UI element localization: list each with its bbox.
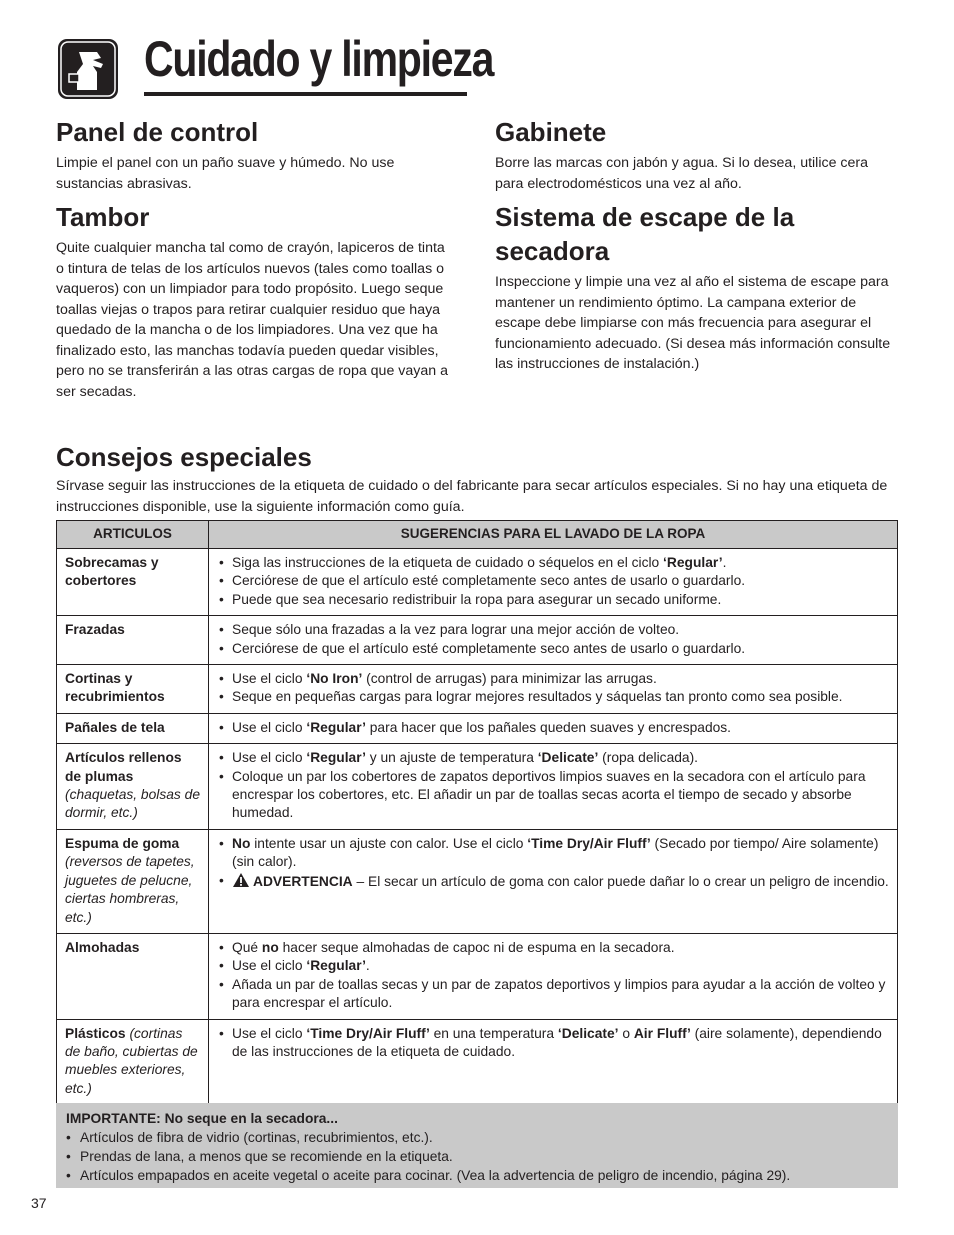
text-segment: Añada un par de toallas secas y un par de zapatos deportivos y limpios para ayudar a la acción de volteo y para encrespar el artículo. bbox=[232, 976, 886, 1011]
list-item bbox=[217, 768, 889, 823]
article-note: (reversos de tapetes, juguetes de pelucne, ciertas hombreras, etc.) bbox=[65, 854, 195, 925]
article-name: Cortinas y recubrimientos bbox=[65, 671, 165, 705]
article-cell bbox=[57, 713, 209, 743]
section-tambor bbox=[56, 200, 456, 402]
text-segment: . bbox=[722, 555, 727, 570]
section-gabinete bbox=[495, 115, 895, 194]
text-segment: (aire solamente), dependiendo de las instrucciones de la etiqueta de cuidado. bbox=[232, 1025, 882, 1059]
list-item bbox=[217, 749, 889, 767]
bold-term: ‘Time Dry/Air Fluff’ bbox=[306, 1025, 430, 1041]
article-cell bbox=[57, 665, 209, 714]
section-heading: Gabinete bbox=[495, 117, 607, 147]
text-segment: (control de arrugas) para minimizar las arrugas. bbox=[362, 671, 657, 687]
list-item bbox=[217, 939, 889, 957]
text-segment: (ropa delicada). bbox=[598, 750, 699, 766]
table-row bbox=[57, 713, 898, 743]
article-name: Frazadas bbox=[65, 622, 125, 638]
list-item: • Artículos de fibra de vidrio (cortinas, recubrimientos, etc.). bbox=[66, 1128, 888, 1147]
list-item: • Artículos empapados en aceite vegetal o aceite para cocinar. (Vea la advertencia de peligro de incendio, página 29). bbox=[66, 1166, 888, 1185]
section-panel-de-control bbox=[56, 115, 456, 194]
spray-bottle-icon bbox=[57, 38, 119, 100]
section-text: Borre las marcas con jabón y agua. Si lo desea, utilice cera para electrodomésticos una vez al año. bbox=[495, 155, 869, 192]
list-item bbox=[217, 591, 889, 609]
text-segment: Use el ciclo bbox=[232, 719, 307, 735]
column-header-articulos: ARTICULOS bbox=[57, 521, 209, 549]
bold-term: no bbox=[261, 939, 279, 955]
text-segment: Use el ciclo bbox=[232, 671, 307, 687]
bold-term: ‘Time Dry/Air Fluff’ bbox=[527, 835, 651, 851]
text-segment: Use el ciclo bbox=[232, 1025, 307, 1041]
text-segment: (Secado por tiempo/ Aire solamente) (sin calor). bbox=[232, 835, 879, 870]
suggestion-list bbox=[217, 554, 889, 609]
text-segment: y un ajuste de temperatura bbox=[365, 750, 538, 766]
important-title: IMPORTANTE: No seque en la secadora... bbox=[66, 1111, 338, 1126]
bold-term: ‘No Iron’ bbox=[306, 671, 363, 687]
title-underline bbox=[144, 92, 467, 96]
article-cell bbox=[57, 1019, 209, 1107]
article-cell bbox=[57, 829, 209, 933]
table-header-row bbox=[57, 521, 898, 549]
text-segment: Qué bbox=[232, 939, 262, 955]
article-cell bbox=[57, 933, 209, 1019]
article-cell bbox=[57, 549, 209, 616]
article-note: (chaquetas, bolsas de dormir, etc.) bbox=[65, 787, 200, 821]
article-cell bbox=[57, 616, 209, 665]
text-segment: hacer seque almohadas de capoc ni de espuma en la secadora. bbox=[278, 939, 675, 955]
suggestion-list bbox=[217, 719, 889, 737]
bold-term: Air Fluff’ bbox=[633, 1025, 691, 1041]
section-heading: Panel de control bbox=[56, 117, 259, 147]
section-sistema-de-escape bbox=[495, 200, 895, 375]
section-heading: Consejos especiales bbox=[56, 442, 312, 472]
table-row bbox=[57, 829, 898, 933]
text-segment: intente usar un ajuste con calor. Use el ciclo bbox=[250, 835, 528, 851]
table-row bbox=[57, 616, 898, 665]
article-note: (cortinas de baño, cubiertas de muebles exteriores, etc.) bbox=[65, 1025, 198, 1096]
article-name: Plásticos bbox=[65, 1025, 126, 1041]
suggestion-list bbox=[217, 621, 889, 658]
section-text: Sírvase seguir las instrucciones de la etiqueta de cuidado o del fabricante para secar artículos especiales. Si no hay una etiqueta de instrucciones disponible, use la siguiente información como guía. bbox=[56, 478, 888, 515]
article-name: Sobrecamas y cobertores bbox=[65, 555, 159, 589]
list-item bbox=[217, 688, 889, 706]
table-row bbox=[57, 1019, 898, 1107]
list-item bbox=[217, 872, 889, 893]
suggestions-cell bbox=[209, 1019, 898, 1107]
page-number: 37 bbox=[31, 1195, 47, 1211]
text-segment: Coloque un par los cobertores de zapatos deportivos limpios suaves en la secadora con el artículo para encrespar los cobertores, etc. El añadir un par de toallas secas acorta el tiempo de secado y absorbe humedad. bbox=[232, 768, 866, 821]
article-name: Almohadas bbox=[65, 939, 140, 955]
text-segment: para hacer que los pañales queden suaves y encrespados. bbox=[365, 719, 732, 735]
section-consejos-especiales bbox=[56, 440, 898, 517]
list-item bbox=[217, 835, 889, 872]
bold-term: ‘Regular’ bbox=[306, 750, 366, 766]
bold-term: ‘Delicate’ bbox=[557, 1025, 619, 1041]
list-item: • Prendas de lana, a menos que se recomiende en la etiqueta. bbox=[66, 1147, 888, 1166]
section-text: Inspeccione y limpie una vez al año el sistema de escape para mantener un rendimiento óptimo. La campana exterior de escape debe limpiarse con más frecuencia para asegurar el funcionamiento adecuado. (Si desea más información consulte las instrucciones de instalación.) bbox=[495, 274, 891, 372]
article-cell bbox=[57, 744, 209, 830]
list-item bbox=[217, 957, 889, 975]
suggestion-list bbox=[217, 670, 889, 707]
text-segment: . bbox=[365, 958, 370, 974]
suggestion-list bbox=[217, 749, 889, 823]
warning-triangle-icon bbox=[232, 872, 250, 893]
list-item bbox=[217, 640, 889, 658]
suggestions-cell bbox=[209, 933, 898, 1019]
suggestions-cell bbox=[209, 713, 898, 743]
section-heading: Tambor bbox=[56, 202, 150, 232]
table-row bbox=[57, 549, 898, 616]
text-segment: – El secar un artículo de goma con calor puede dañar lo o crear un peligro de incendio. bbox=[352, 873, 889, 889]
bold-term: No bbox=[232, 835, 251, 851]
suggestions-cell bbox=[209, 829, 898, 933]
bold-term: ‘Regular’ bbox=[306, 719, 366, 735]
text-segment: Puede que sea necesario redistribuir la ropa para asegurar un secado uniforme. bbox=[232, 591, 722, 607]
bold-term: ADVERTENCIA bbox=[253, 873, 353, 889]
important-notice bbox=[56, 1103, 898, 1188]
section-text: Quite cualquier mancha tal como de crayón, lapiceros de tinta o tintura de telas de los artículos nuevos (tales como toallas o vaqueros) con un limpiador para todo propósito. Luego seque toallas viejas o trapos para retirar cualquier residuo que haya quedado de la mancha o de los limpiadores. Una vez que ha finalizado esto, las manchas todavía pueden quedar visibles, pero no se transferirán a las otras cargas de ropa que vayan a ser secadas. bbox=[56, 240, 448, 400]
article-name: Pañales de tela bbox=[65, 719, 165, 735]
article-name: Espuma de goma bbox=[65, 835, 180, 851]
text-segment: en una temperatura bbox=[429, 1025, 558, 1041]
suggestions-cell bbox=[209, 665, 898, 714]
suggestions-cell bbox=[209, 744, 898, 830]
bold-term: ‘Regular’ bbox=[663, 555, 723, 570]
text-segment: Use el ciclo bbox=[232, 750, 307, 766]
column-header-sugerencias: SUGERENCIAS PARA EL LAVADO DE LA ROPA bbox=[209, 521, 898, 549]
section-heading: Sistema de escape de la secadora bbox=[495, 202, 795, 266]
text-segment: Siga las instrucciones de la etiqueta de cuidado o séquelos en el ciclo bbox=[232, 555, 664, 570]
list-item bbox=[217, 1025, 889, 1062]
text-segment: Seque sólo una frazadas a la vez para lograr una mejor acción de volteo. bbox=[232, 622, 680, 638]
tips-table bbox=[56, 520, 898, 1108]
text-segment: o bbox=[618, 1025, 634, 1041]
text-segment: Seque en pequeñas cargas para lograr mejores resultados y sáquelas tan pronto como sea posible. bbox=[232, 689, 843, 705]
bold-term: ‘Delicate’ bbox=[537, 750, 599, 766]
list-item bbox=[217, 554, 889, 572]
list-item bbox=[217, 670, 889, 688]
text-segment: Use el ciclo bbox=[232, 958, 307, 974]
bold-term: ‘Regular’ bbox=[306, 958, 366, 974]
suggestion-list bbox=[217, 1025, 889, 1062]
text-segment: Cerciórese de que el artículo esté completamente seco antes de usarlo o guardarlo. bbox=[232, 640, 746, 656]
list-item bbox=[217, 719, 889, 737]
table-row bbox=[57, 744, 898, 830]
section-text: Limpie el panel con un paño suave y húmedo. No use sustancias abrasivas. bbox=[56, 155, 395, 192]
suggestions-cell bbox=[209, 616, 898, 665]
list-item bbox=[217, 976, 889, 1013]
article-name: Artículos rellenos de plumas bbox=[65, 750, 182, 784]
table-row bbox=[57, 933, 898, 1019]
suggestion-list bbox=[217, 835, 889, 893]
list-item bbox=[217, 572, 889, 590]
important-list bbox=[66, 1128, 888, 1185]
table-row bbox=[57, 665, 898, 714]
suggestion-list bbox=[217, 939, 889, 1013]
page-title: Cuidado y limpieza bbox=[144, 31, 494, 87]
text-segment: Cerciórese de que el artículo esté completamente seco antes de usarlo o guardarlo. bbox=[232, 573, 746, 589]
list-item bbox=[217, 621, 889, 639]
suggestions-cell bbox=[209, 549, 898, 616]
